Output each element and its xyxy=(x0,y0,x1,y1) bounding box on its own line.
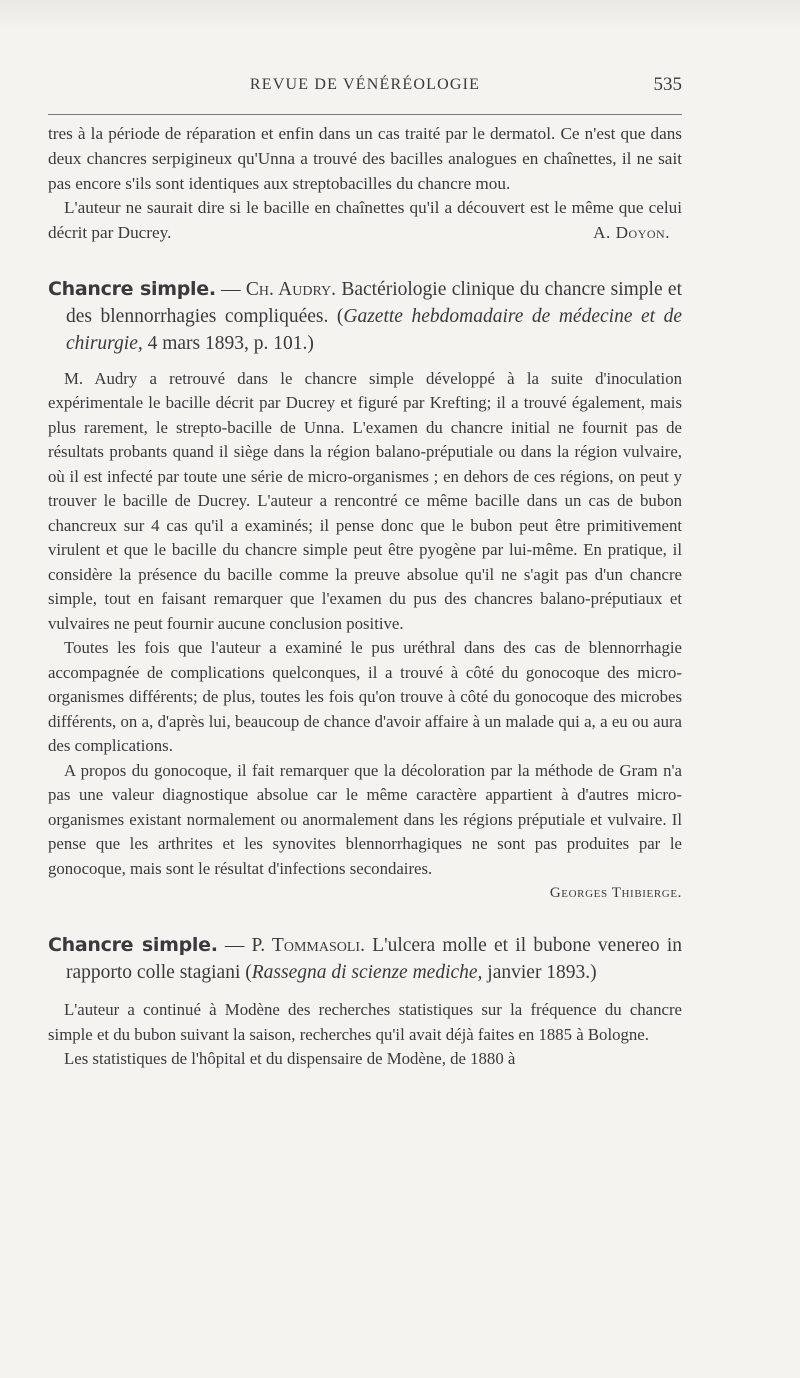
page-number: 535 xyxy=(653,74,682,95)
paragraph-text: L'auteur ne saurait dire si le bacille en chaînettes qu'il a découvert est le même que celui décrit par Ducrey. xyxy=(48,198,682,243)
paragraph: M. Audry a retrouvé dans le chancre simple développé à la suite d'inoculation expérimentale le bacille décrit par Ducrey et figuré par Krefting; il a trouvé également, mais plus rarement, le strepto-bacille de Unna. L'examen du chancre initial ne fournit pas de résultats probants quand il siège dans la région balano-préputiale ou dans la région vulvaire, où il est infecté par toute une série de micro-organismes ; en dehors de ces régions, on peut y trouver le bacille de Ducrey. L'auteur a rencontré ce même bacille dans un cas de bubon chancreux sur 4 cas qu'il a examinés; il pense donc que le bubon peut être primitivement virulent et que le bacille du chancre simple peut être pyogène par lui-même. En pratique, il considère la présence du bacille comme la preuve absolue qu'il ne s'agit pas d'un chancre simple, tout en faisant remarquer que l'examen du pus des chancres balano-préputiaux et vulvaires ne peut fournir aucune conclusion positive. xyxy=(48,368,682,633)
page-header xyxy=(48,72,682,102)
paragraph: Les statistiques de l'hôpital et du dispensaire de Modène, de 1880 à xyxy=(64,1049,516,1069)
entry-body xyxy=(48,998,682,1072)
entry-audry xyxy=(48,276,682,906)
entry-dash: — xyxy=(215,278,246,300)
entry-body xyxy=(48,367,682,882)
entry-tommasoli xyxy=(48,932,682,1072)
paragraph: tres à la période de réparation et enfin dans un cas traité par le dermatol. Ce n'est que dans deux chancres serpigineux qu'Unna a trouvé des bacilles analogues en chaînettes, il ne sait pas encore s'ils sont identiques aux streptobacilles du chancre mou. xyxy=(48,124,682,193)
running-head: REVUE DE VÉNÉRÉOLOGIE xyxy=(249,76,481,93)
entry-title: Bactériologie clinique du chancre simple et des blennorrhagies compliquées. ( xyxy=(66,278,683,327)
entry-dash: — xyxy=(217,935,252,957)
entry-author: P. Tommasoli. xyxy=(251,935,365,957)
entry-journal: Gazette hebdomadaire de médecine et de chirurgie, xyxy=(66,305,682,354)
previous-article-end xyxy=(48,122,682,246)
entry-title: L'ulcera molle et il bubone venereo in rapporto colle stagiani ( xyxy=(66,935,682,984)
entry-heading xyxy=(48,932,682,986)
page-edge-shadow xyxy=(0,0,800,30)
entry-heading xyxy=(48,276,682,357)
signature-text: Georges Thibierge. xyxy=(549,885,682,902)
paragraph: L'auteur a continué à Modène des recherches statistiques sur la fréquence du chancre simple et du bubon suivant la saison, recherches qu'il avait déjà faites en 1885 à Bologne. xyxy=(48,1000,682,1044)
page-content xyxy=(48,122,682,1072)
signature xyxy=(48,881,682,906)
entry-rubric: Chancre simple. xyxy=(48,934,218,957)
signature: A. Doyon. xyxy=(593,223,670,243)
entry-journal: Rassegna di scienze mediche, xyxy=(251,962,483,984)
entry-rubric: Chancre simple. xyxy=(48,277,216,300)
paragraph: Toutes les fois que l'auteur a examiné le pus uréthral dans des cas de blennorrhagie accompagnée de complications quelconques, il a trouvé à côté du gonocoque des micro-organismes différents; de plus, toutes les fois qu'on trouve à côté du gonocoque des microbes différents, on a, d'après lui, beaucoup de chance d'avoir affaire à un malade qui a, a eu ou aura des complications. xyxy=(48,638,682,756)
entry-citation: 4 mars 1893, p. 101.) xyxy=(142,332,314,354)
entry-author: Ch. Audry. xyxy=(245,278,337,300)
paragraph: A propos du gonocoque, il fait remarquer que la décoloration par la méthode de Gram n'a pas une valeur diagnostique absolue car le même caractère appartient à d'autres micro-organismes existant normalement ou anormalement dans les régions préputiale et vulvaire. Il pense que les arthrites et les synovites blennorrhagiques ne sont pas produites par le gonocoque, mais sont le résultat d'infections secondaires. xyxy=(48,760,682,878)
header-rule xyxy=(48,114,682,115)
entry-citation: janvier 1893.) xyxy=(482,962,597,984)
paragraph xyxy=(48,196,682,246)
